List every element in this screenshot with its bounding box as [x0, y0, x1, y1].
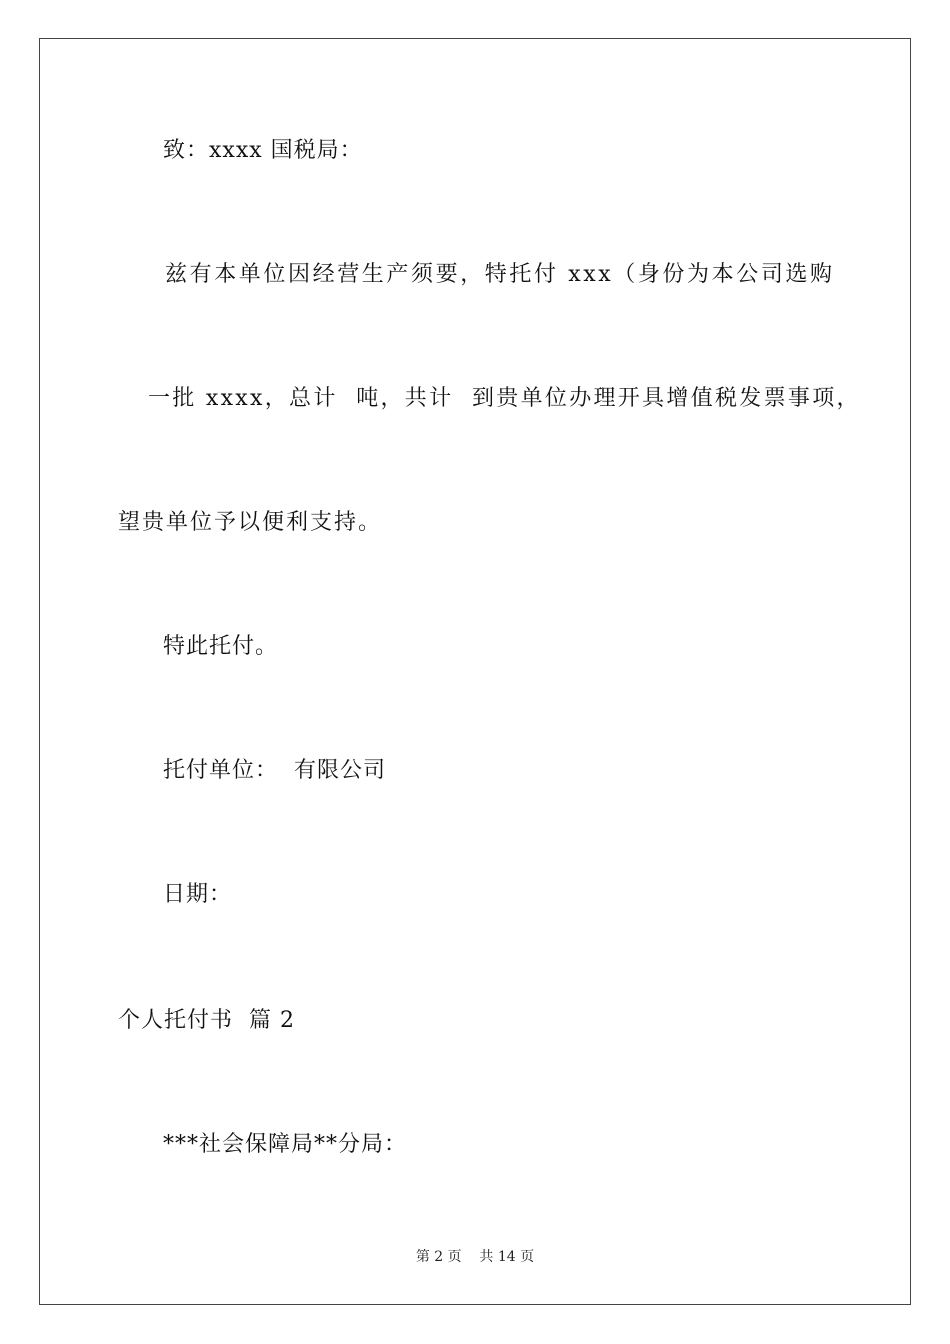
body-paragraph-line-1: 兹有本单位因经营生产须要，特托付 xxx（身份为本公司选购 — [165, 262, 835, 287]
page-number-footer: 第 2 页 共 14 页 — [415, 1249, 535, 1265]
closing-line: 特此托付。 — [163, 634, 279, 659]
entrusting-unit-line: 托付单位： 有限公司 — [163, 758, 386, 783]
addressee-line: 致：xxxx 国税局： — [163, 138, 363, 163]
body-paragraph-line-2: 一批 xxxx，总计 吨，共计 到贵单位办理开具增值税发票事项， — [148, 386, 861, 411]
section-heading: 个人托付书 篇 2 — [118, 1008, 295, 1033]
body-paragraph-line-3: 望贵单位予以便利支持。 — [118, 510, 383, 535]
date-line: 日期： — [163, 882, 233, 907]
page-frame — [39, 38, 911, 1305]
second-addressee-line: ***社会保障局**分局： — [163, 1132, 408, 1157]
